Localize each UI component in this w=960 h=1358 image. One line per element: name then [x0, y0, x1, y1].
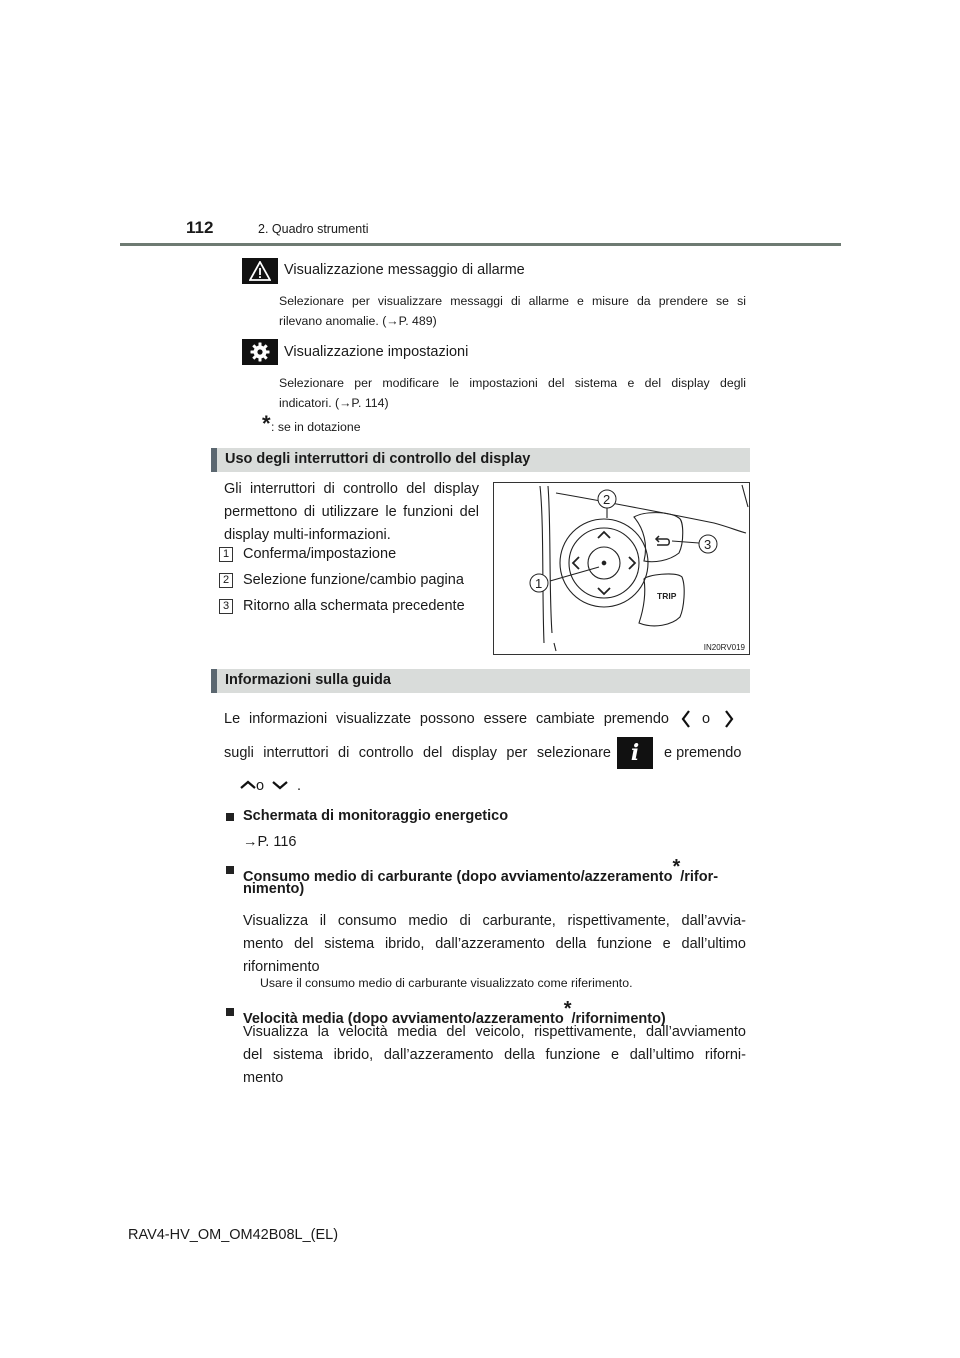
driving-intro-1: Le informazioni visualizzate possono essere cambiate premendo — [224, 711, 669, 727]
list-number-2: 2 — [219, 573, 233, 588]
section-title-controls: Uso degli interruttori di controllo del display — [225, 451, 531, 467]
callout-2: 2 — [603, 492, 611, 507]
list-item-select: Selezione funzione/cambio pagina — [243, 572, 464, 588]
entry-speed-title-part-b: /rifornimento) — [571, 1010, 666, 1027]
page-number: 112 — [186, 218, 214, 237]
settings-item-desc-2: indicatori. (→P. 114) — [279, 396, 389, 410]
header-rule — [120, 243, 841, 246]
gear-icon — [242, 339, 278, 365]
chapter-title: 2. Quadro strumenti — [258, 222, 369, 236]
driving-intro-2: sugli interruttori di controllo del display per selezionare — [224, 745, 611, 761]
entry-speed-title-star: * — [563, 998, 572, 1020]
entry-fuel-title-star: * — [672, 856, 681, 878]
controls-intro-3: display multi-informazioni. — [224, 527, 391, 543]
footnote-text: : se in dotazione — [271, 420, 361, 434]
driving-intro-3: e premendo — [664, 745, 742, 761]
entry-speed-body-3: mento — [243, 1070, 284, 1086]
entry-fuel-title-part-a: Consumo medio di carburante (dopo avviamento/azzeramento — [243, 868, 673, 885]
list-number-3: 3 — [219, 599, 233, 614]
controls-intro-2: permettono di utilizzare le funzioni del — [224, 504, 479, 520]
callout-3: 3 — [704, 537, 712, 552]
driving-intro-end: . — [297, 778, 302, 794]
entry-fuel-body-3: rifornimento — [243, 959, 320, 975]
entry-fuel-note: Usare il consumo medio di carburante visualizzato come riferimento. — [260, 976, 633, 990]
document-code: RAV4-HV_OM_OM42B08L_(EL) — [128, 1227, 339, 1243]
driving-intro-or-2: o — [256, 778, 265, 794]
trip-button-label: TRIP — [657, 591, 677, 601]
steering-switch-illustration — [494, 483, 749, 654]
figure-code: IN20RV019 — [703, 643, 745, 652]
steering-switch-figure — [493, 482, 750, 655]
settings-item-desc-1: Selezionare per modificare le impostazioni del sistema e del display degli — [279, 376, 746, 390]
controls-intro-1: Gli interruttori di controllo del display — [224, 481, 479, 497]
section-header-driving — [211, 669, 750, 693]
entry-energy-monitor-ref: →P. 116 — [243, 834, 297, 850]
entry-fuel-title-part-b: /rifor- — [680, 868, 719, 885]
entry-fuel-body-2: mento del sistema ibrido, dall’azzeramento della funzione e dall’ultimo — [243, 936, 746, 952]
bullet-square — [226, 866, 234, 874]
warning-item-desc-1: Selezionare per visualizzare messaggi di allarme e misure da prendere se si — [279, 294, 746, 308]
entry-speed-body-2: del sistema ibrido, dall’azzeramento della funzione e dall’ultimo riforni- — [243, 1047, 746, 1063]
list-item-confirm: Conferma/impostazione — [243, 546, 397, 562]
driving-intro-or-1: o — [702, 711, 711, 727]
chevron-up-icon — [238, 779, 258, 791]
warning-triangle-icon — [242, 258, 278, 284]
entry-speed-body-1: Visualizza la velocità media del veicolo, rispettivamente, dall’avviamento — [243, 1024, 746, 1040]
chevron-down-icon — [270, 779, 290, 791]
section-header-controls — [211, 448, 750, 472]
bullet-square — [226, 813, 234, 821]
warning-item-desc-2: rilevano anomalie. (→P. 489) — [279, 314, 437, 328]
entry-fuel-consumption-title — [243, 858, 746, 889]
section-title-driving: Informazioni sulla guida — [225, 672, 391, 688]
entry-fuel-title-part-c: nimento) — [243, 881, 305, 897]
settings-item-title: Visualizzazione impostazioni — [284, 344, 469, 360]
bullet-square — [226, 1008, 234, 1016]
footnote-star: * — [262, 411, 271, 436]
chevron-left-icon — [680, 709, 692, 729]
entry-speed-title-part-a: Velocità media (dopo avviamento/azzeramento — [243, 1010, 564, 1027]
entry-fuel-body-1: Visualizza il consumo medio di carburante, rispettivamente, dall’avvia- — [243, 913, 746, 929]
list-item-back: Ritorno alla schermata precedente — [243, 598, 465, 614]
info-icon: i — [617, 737, 653, 769]
entry-energy-monitor-title: Schermata di monitoraggio energetico — [243, 808, 509, 824]
list-number-1: 1 — [219, 547, 233, 562]
chevron-right-icon — [723, 709, 735, 729]
warning-item-title: Visualizzazione messaggio di allarme — [284, 262, 525, 278]
callout-1: 1 — [535, 576, 543, 591]
